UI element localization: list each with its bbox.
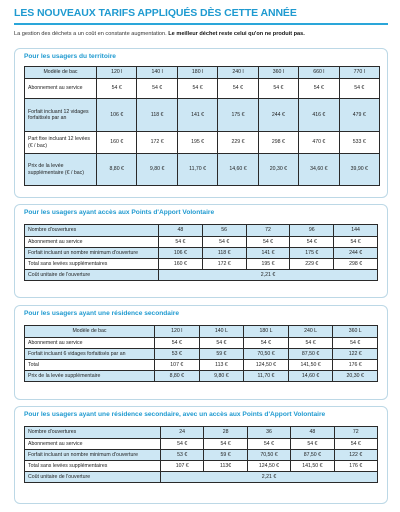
table-row: [25, 338, 378, 349]
row-label: Prix de la levée supplémentaire: [25, 371, 155, 382]
pav-table: [24, 224, 378, 281]
header-cell: Nombre d'ouvertures: [25, 225, 159, 237]
row-label: Forfait incluant 12 vidages forfaitisés par an: [25, 99, 97, 132]
table-cell: 14,60 €: [218, 154, 258, 186]
table-cell: 39,90 €: [339, 154, 379, 186]
secondary-table: [24, 325, 378, 382]
table-cell: 141,50 €: [288, 360, 333, 371]
header-cell: Modèle de bac: [25, 326, 155, 338]
table-cell: 298 €: [258, 132, 298, 154]
table-cell: 533 €: [339, 132, 379, 154]
table-row: [25, 349, 378, 360]
intro-bold: Le meilleur déchet reste celui qu'on ne produit pas.: [168, 31, 305, 37]
title-bar: [14, 7, 388, 25]
section-title: Pour les usagers ayant une résidence secondaire: [24, 310, 180, 317]
table-header-row: [25, 225, 378, 237]
table-cell: 244 €: [334, 248, 378, 259]
table-cell: 195 €: [177, 132, 217, 154]
table-cell: 479 €: [339, 99, 379, 132]
table-cell: 141 €: [177, 99, 217, 132]
table-cell: 8,80 €: [155, 371, 200, 382]
header-cell: 96: [290, 225, 334, 237]
header-cell: 48: [159, 225, 203, 237]
table-cell: 54 €: [159, 237, 203, 248]
section-territory: [14, 48, 388, 198]
header-cell: 240 L: [288, 326, 333, 338]
table-row: [25, 371, 378, 382]
row-label: Prix de la levée supplémentaire (€ / bac): [25, 154, 97, 186]
table-cell: 54 €: [199, 338, 244, 349]
table-row: [25, 248, 378, 259]
table-cell: 54 €: [161, 439, 204, 450]
header-cell: 48: [291, 427, 334, 439]
table-row: [25, 79, 380, 99]
table-cell: 54 €: [177, 79, 217, 99]
header-cell: 140 L: [199, 326, 244, 338]
table-cell: 229 €: [290, 259, 334, 270]
section-title: Pour les usagers ayant une résidence secondaire, avec un accès aux Points d'Apport Volontaire: [24, 411, 326, 418]
header-cell: 180 L: [244, 326, 289, 338]
table-cell: 54 €: [244, 338, 289, 349]
table-cell: 54 €: [339, 79, 379, 99]
row-label: Forfait incluant un nombre minimum d'ouverture: [25, 248, 159, 259]
table-cell: 416 €: [299, 99, 339, 132]
table-cell: 54 €: [291, 439, 334, 450]
table-cell: 54 €: [218, 79, 258, 99]
table-cell: 141,50 €: [291, 461, 334, 472]
section-secondary: [14, 305, 388, 400]
table-cell: 106 €: [97, 99, 137, 132]
table-cell: 54 €: [333, 338, 378, 349]
row-label: Coût unitaire de l'ouverture: [25, 472, 161, 483]
table-cell: 298 €: [334, 259, 378, 270]
row-label: Total: [25, 360, 155, 371]
header-cell: 120 l: [155, 326, 200, 338]
table-cell: 118 €: [202, 248, 246, 259]
table-cell: 14,60 €: [288, 371, 333, 382]
header-cell: 660 l: [299, 67, 339, 79]
table-cell: 11,70 €: [244, 371, 289, 382]
table-cell: 122 €: [333, 349, 378, 360]
header-cell: 140 l: [137, 67, 177, 79]
header-cell: 72: [334, 427, 377, 439]
table-cell: 87,50 €: [291, 450, 334, 461]
table-cell: 54 €: [204, 439, 247, 450]
header-cell: 120 l: [97, 67, 137, 79]
header-cell: 24: [161, 427, 204, 439]
table-cell: 8,80 €: [97, 154, 137, 186]
row-label: Abonnement au service: [25, 439, 161, 450]
table-cell: 54 €: [299, 79, 339, 99]
table-row: [25, 270, 378, 281]
header-cell: 72: [246, 225, 290, 237]
table-cell: 124,50 €: [244, 360, 289, 371]
table-cell: 54 €: [137, 79, 177, 99]
table-cell: 9,80 €: [199, 371, 244, 382]
header-cell: 360 l: [258, 67, 298, 79]
page-title: LES NOUVEAUX TARIFS APPLIQUÉS DÈS CETTE ANNÉE: [14, 7, 297, 19]
row-label: Coût unitaire de l'ouverture: [25, 270, 159, 281]
table-cell: 107 €: [161, 461, 204, 472]
table-cell: 172 €: [202, 259, 246, 270]
table-cell: 70,50 €: [244, 349, 289, 360]
table-cell: 160 €: [159, 259, 203, 270]
table-row: [25, 360, 378, 371]
table-cell: 59 €: [204, 450, 247, 461]
header-cell: Modèle de bac: [25, 67, 97, 79]
section-title: Pour les usagers du territoire: [24, 53, 116, 60]
table-cell: 244 €: [258, 99, 298, 132]
table-cell: 54 €: [258, 79, 298, 99]
table-cell: 54 €: [334, 439, 377, 450]
section-title: Pour les usagers ayant accès aux Points d'Apport Volontaire: [24, 209, 215, 216]
table-cell: 54 €: [155, 338, 200, 349]
table-cell: 2,21 €: [159, 270, 378, 281]
table-header-row: [25, 67, 380, 79]
table-cell: 59 €: [199, 349, 244, 360]
row-label: Forfait incluant 6 vidages forfaitisés par an: [25, 349, 155, 360]
table-row: [25, 99, 380, 132]
table-cell: 195 €: [246, 259, 290, 270]
table-row: [25, 472, 378, 483]
table-cell: 175 €: [290, 248, 334, 259]
table-cell: 172 €: [137, 132, 177, 154]
header-cell: 360 L: [333, 326, 378, 338]
table-row: [25, 461, 378, 472]
row-label: Total sans levées supplémentaires: [25, 259, 159, 270]
table-cell: 53 €: [155, 349, 200, 360]
table-cell: 175 €: [218, 99, 258, 132]
table-row: [25, 237, 378, 248]
table-cell: 470 €: [299, 132, 339, 154]
table-cell: 53 €: [161, 450, 204, 461]
header-cell: 770 l: [339, 67, 379, 79]
header-cell: 180 l: [177, 67, 217, 79]
header-cell: 240 l: [218, 67, 258, 79]
row-label: Abonnement au service: [25, 338, 155, 349]
row-label: Abonnement au service: [25, 79, 97, 99]
table-cell: 113 €: [199, 360, 244, 371]
territory-table: [24, 66, 380, 186]
table-cell: 54 €: [288, 338, 333, 349]
table-cell: 20,30 €: [258, 154, 298, 186]
table-cell: 176 €: [333, 360, 378, 371]
table-cell: 229 €: [218, 132, 258, 154]
table-cell: 54 €: [202, 237, 246, 248]
table-cell: 54 €: [334, 237, 378, 248]
row-label: Forfait incluant un nombre minimum d'ouverture: [25, 450, 161, 461]
table-cell: 54 €: [97, 79, 137, 99]
table-cell: 54 €: [290, 237, 334, 248]
row-label: Total sans levées supplémentaires: [25, 461, 161, 472]
table-header-row: [25, 427, 378, 439]
table-cell: 20,30 €: [333, 371, 378, 382]
table-cell: 107 €: [155, 360, 200, 371]
table-cell: 34,60 €: [299, 154, 339, 186]
table-cell: 2,21 €: [161, 472, 378, 483]
row-label: Part fixe incluant 12 levées (€ / bac): [25, 132, 97, 154]
table-cell: 9,80 €: [137, 154, 177, 186]
intro-text: [14, 31, 390, 37]
table-header-row: [25, 326, 378, 338]
header-cell: Nombre d'ouvertures: [25, 427, 161, 439]
row-label: Abonnement au service: [25, 237, 159, 248]
header-cell: 28: [204, 427, 247, 439]
table-cell: 11,70 €: [177, 154, 217, 186]
table-cell: 87,50 €: [288, 349, 333, 360]
section-secondary-pav: [14, 406, 388, 504]
header-cell: 36: [247, 427, 290, 439]
table-cell: 141 €: [246, 248, 290, 259]
table-cell: 113€: [204, 461, 247, 472]
table-cell: 106 €: [159, 248, 203, 259]
table-row: [25, 132, 380, 154]
table-row: [25, 450, 378, 461]
table-cell: 118 €: [137, 99, 177, 132]
table-row: [25, 259, 378, 270]
table-cell: 124,50 €: [247, 461, 290, 472]
table-row: [25, 439, 378, 450]
table-cell: 70,50 €: [247, 450, 290, 461]
header-cell: 144: [334, 225, 378, 237]
secondary-pav-table: [24, 426, 378, 483]
header-cell: 56: [202, 225, 246, 237]
table-cell: 54 €: [247, 439, 290, 450]
intro-normal: La gestion des déchets a un coût en constante augmentation.: [14, 31, 167, 37]
table-cell: 54 €: [246, 237, 290, 248]
section-pav: [14, 204, 388, 298]
table-cell: 122 €: [334, 450, 377, 461]
table-cell: 176 €: [334, 461, 377, 472]
table-cell: 160 €: [97, 132, 137, 154]
table-row: [25, 154, 380, 186]
